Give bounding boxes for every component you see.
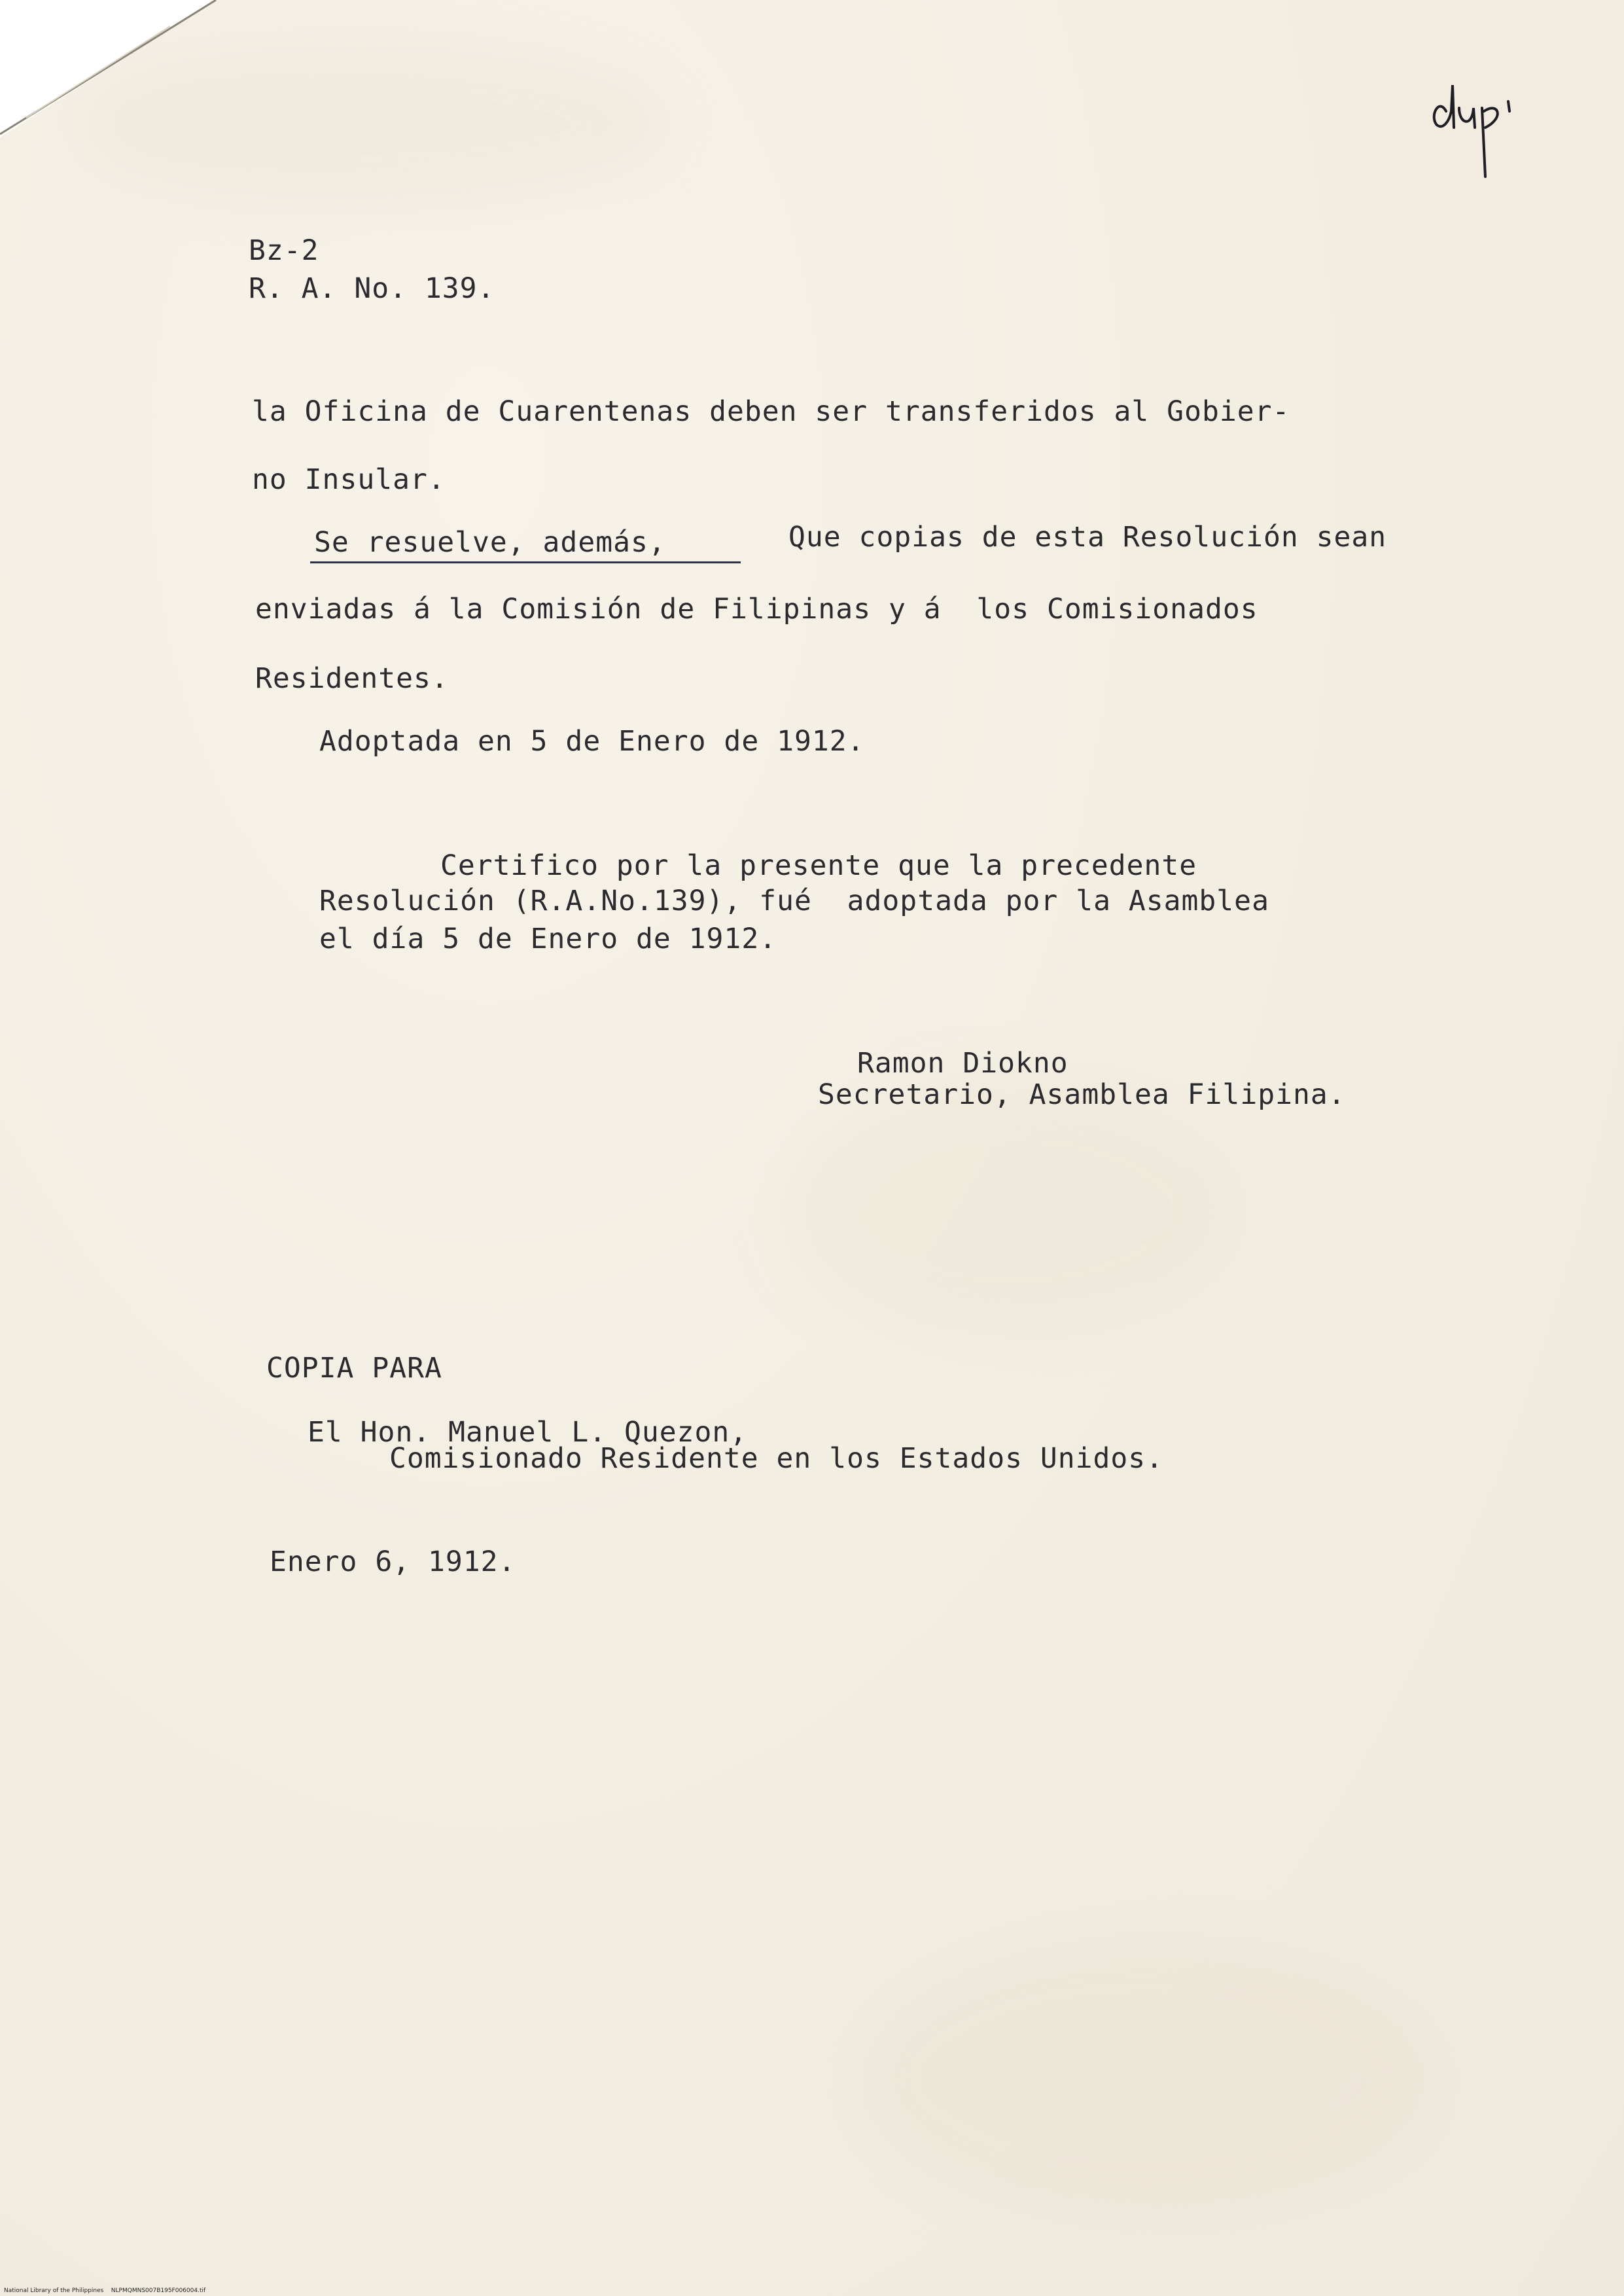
signatory-title: Secretario, Asamblea Filipina. (818, 1078, 1346, 1111)
resolution-number: R. A. No. 139. (249, 272, 495, 305)
resolve-phrase: Se resuelve, además, (314, 526, 666, 559)
document-code: Bz-2 (249, 234, 319, 267)
fold-crease (0, 0, 236, 144)
certification-line: el día 5 de Enero de 1912. (319, 923, 777, 955)
body-line: Que copias de esta Resolución sean (788, 521, 1387, 554)
copy-recipient-title: Comisionado Residente en los Estados Unidos. (389, 1442, 1164, 1475)
resolve-underline (310, 561, 741, 563)
body-line: Residentes. (255, 662, 449, 695)
copy-heading: COPIA PARA (266, 1352, 442, 1385)
certification-line: Certifico por la presente que la precedente (440, 849, 1197, 882)
copy-recipient: El Hon. Manuel L. Quezon, (308, 1416, 748, 1449)
body-line: la Oficina de Cuarentenas deben ser transferidos al Gobier- (252, 395, 1290, 428)
document-date: Enero 6, 1912. (270, 1545, 516, 1578)
certification-line: Resolución (R.A.No.139), fué adoptada por la Asamblea (319, 885, 1269, 917)
signatory-name: Ramon Diokno (857, 1047, 1068, 1080)
body-line: no Insular. (252, 463, 446, 496)
handwritten-note (1426, 65, 1525, 183)
archive-footer: National Library of the Philippines NLPMQMNS007B195F006004.tif (4, 2287, 206, 2294)
adoption-date: Adoptada en 5 de Enero de 1912. (319, 725, 865, 758)
paper-stain (785, 1080, 1243, 1341)
paper-stain (851, 1930, 1439, 2225)
body-line: enviadas á la Comisión de Filipinas y á los Comisionados (255, 593, 1258, 626)
